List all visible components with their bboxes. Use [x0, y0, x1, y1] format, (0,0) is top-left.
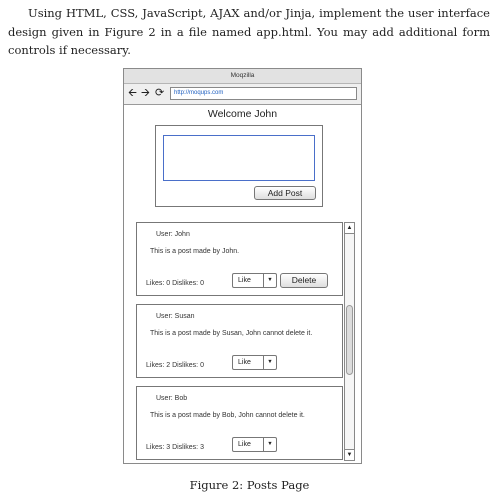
post-user: User: Susan	[156, 313, 195, 320]
post-text: This is a post made by Susan, John cannot delete it.	[150, 330, 313, 337]
post-stats: Likes: 2 Dislikes: 0	[146, 362, 204, 369]
like-select-value: Like	[238, 441, 251, 448]
like-select-value: Like	[238, 359, 251, 366]
scroll-up-icon[interactable]: ▲	[345, 223, 354, 234]
back-arrow-icon[interactable]: 🡨	[128, 87, 137, 99]
like-select-value: Like	[238, 277, 251, 284]
post-card-john	[136, 222, 343, 296]
posts-list	[136, 222, 355, 463]
new-post-form	[155, 125, 323, 207]
add-post-button[interactable]: Add Post	[254, 186, 316, 200]
post-stats: Likes: 0 Dislikes: 0	[146, 280, 204, 287]
like-select[interactable]	[232, 437, 277, 452]
like-select[interactable]	[232, 355, 277, 370]
scroll-down-icon[interactable]: ▼	[345, 449, 354, 460]
welcome-heading: Welcome John	[207, 108, 278, 120]
post-stats: Likes: 3 Dislikes: 3	[146, 444, 204, 451]
figure-caption: Figure 2: Posts Page	[189, 478, 310, 492]
like-select[interactable]	[232, 273, 277, 288]
scroll-thumb[interactable]	[346, 305, 353, 375]
post-card-susan	[136, 304, 343, 378]
navigation-bar	[124, 84, 361, 105]
address-bar[interactable]: http://moqups.com	[170, 87, 357, 100]
post-text: This is a post made by John.	[150, 248, 240, 255]
forward-arrow-icon[interactable]: 🡪	[141, 87, 150, 99]
delete-button[interactable]: Delete	[280, 273, 328, 288]
instruction-paragraph: Using HTML, CSS, JavaScript, AJAX and/or Jinja, implement the user interface design given in Figure 2 in a file named app.html. You may add additional form controls if necessary.	[8, 6, 490, 57]
chevron-down-icon: ▼	[263, 274, 276, 287]
post-text: This is a post made by Bob, John cannot delete it.	[150, 412, 305, 419]
posts-scrollbar[interactable]	[344, 222, 355, 461]
browser-mockup	[123, 68, 362, 464]
chevron-down-icon: ▼	[263, 356, 276, 369]
post-user: User: Bob	[156, 395, 188, 402]
post-card-bob	[136, 386, 343, 460]
post-textarea[interactable]	[163, 135, 315, 181]
reload-icon[interactable]: ⟳	[155, 87, 165, 99]
post-user: User: John	[156, 231, 190, 238]
chevron-down-icon: ▼	[263, 438, 276, 451]
window-title: Moqzilla	[124, 69, 361, 84]
